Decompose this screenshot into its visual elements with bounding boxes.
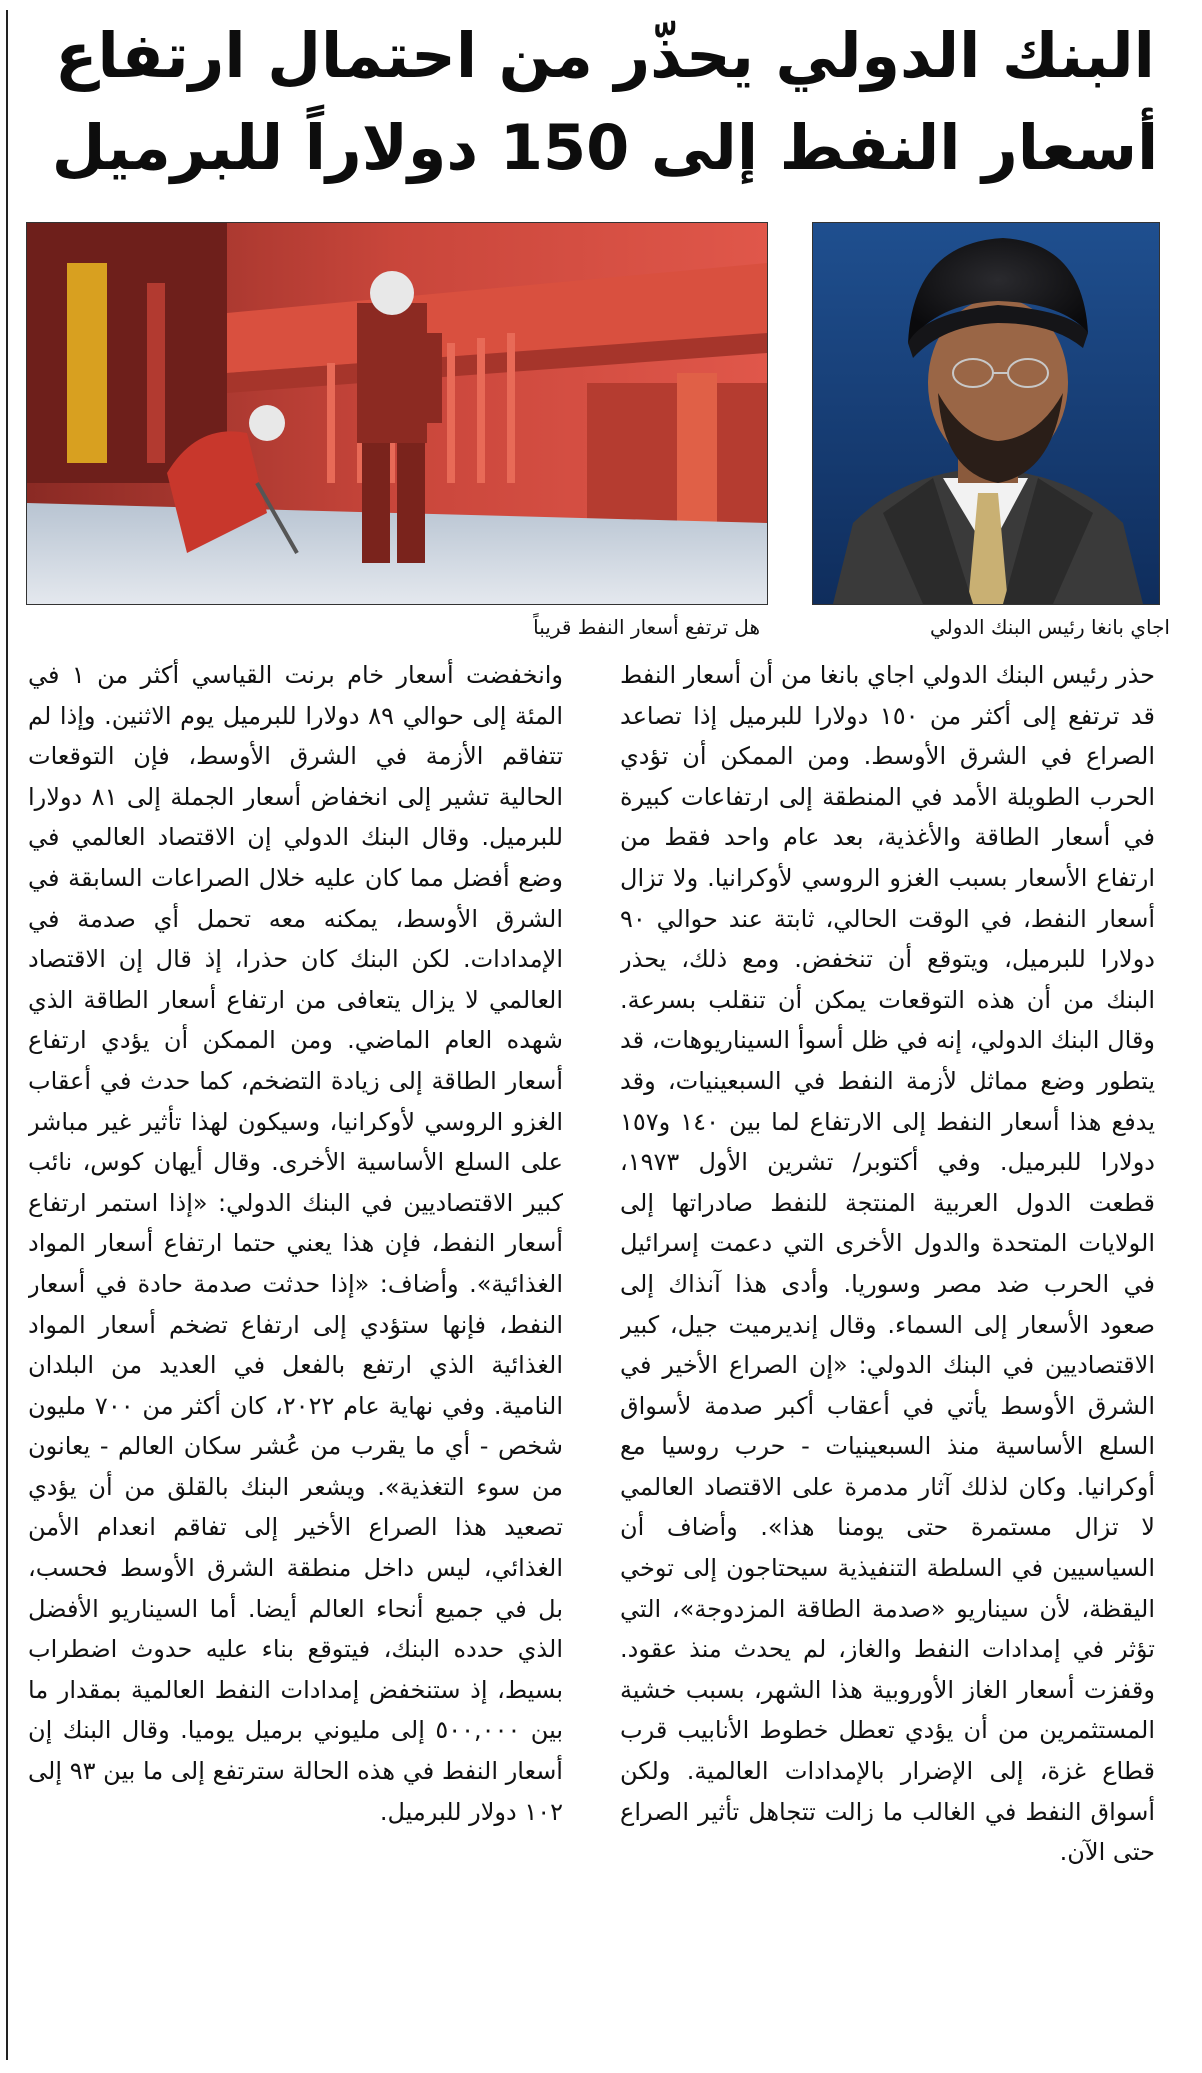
portrait-caption: اجاي بانغا رئيس البنك الدولي bbox=[930, 615, 1170, 639]
article-column-right bbox=[620, 655, 1155, 2060]
headline-line-2: أسعار النفط إلى 150 دولاراً للبرميل bbox=[51, 111, 1159, 184]
column-right-text: حذر رئيس البنك الدولي اجاي بانغا من أن أسعار النفط قد ترتفع إلى أكثر من ١٥٠ دولارا للبرميل إذا تصاعد الصراع في الشرق الأوسط. ومن الممكن أن تؤدي الحرب الطويلة الأمد في المنطقة إلى ارتفاعات كبيرة في أسعار الطاقة والأغذية، بعد عام واحد فقط من ارتفاع الأسعار بسبب الغزو الروسي لأوكرانيا. ولا تزال أسعار النفط، في الوقت الحالي، ثابتة عند حوالي ٩٠ دولارا للبرميل، ويتوقع أن تنخفض. ومع ذلك، يحذر البنك من أن هذه التوقعات يمكن أن تنقلب بسرعة. وقال البنك الدولي، إنه في ظل أسوأ السيناريوهات، قد يتطور وضع مماثل لأزمة النفط في السبعينيات، وقد يدفع هذا أسعار النفط إلى الارتفاع لما بين ١٤٠ و١٥٧ دولارا للبرميل. وفي أكتوبر/ تشرين الأول ١٩٧٣، قطعت الدول العربية المنتجة للنفط صادراتها إلى الولايات المتحدة والدول الأخرى التي دعمت إسرائيل في الحرب ضد مصر وسوريا. وأدى هذا آنذاك إلى صعود الأسعار إلى السماء. وقال إنديرميت جيل، كبير الاقتصاديين في البنك الدولي: «إن الصراع الأخير في الشرق الأوسط يأتي في أعقاب أكبر صدمة لأسواق السلع الأساسية منذ السبعينيات - حرب روسيا مع أوكرانيا. وكان لذلك آثار مدمرة على الاقتصاد العالمي لا تزال مستمرة حتى يومنا هذا». وأضاف أن السياسيين في السلطة التنفيذية سيحتاجون إلى توخي اليقظة، لأن سيناريو «صدمة الطاقة المزدوجة»، التي تؤثر في إمدادات النفط والغاز، لم يحدث منذ عقود. وقفزت أسعار الغاز الأوروبية هذا الشهر، بسبب خشية المستثمرين من أن يؤدي تعطل خطوط الأنابيب قرب قطاع غزة، إلى الإضرار بالإمدادات العالمية. ولكن أسواق النفط في الغالب ما زالت تتجاهل تأثير الصراع حتى الآن. bbox=[620, 661, 1155, 1867]
headline-line-1: البنك الدولي يحذّر من احتمال ارتفاع bbox=[55, 19, 1155, 92]
article-column-left bbox=[28, 655, 563, 2060]
column-rule bbox=[6, 10, 8, 2060]
workers-photo-caption: هل ترتفع أسعار النفط قريباً bbox=[533, 615, 760, 639]
portrait-photo bbox=[812, 222, 1160, 605]
oil-workers-photo bbox=[26, 222, 768, 605]
column-left-text: وانخفضت أسعار خام برنت القياسي أكثر من ١ في المئة إلى حوالي ٨٩ دولارا للبرميل يوم الاثنين. وإذا لم تتفاقم الأزمة في الشرق الأوسط، فإن التوقعات الحالية تشير إلى انخفاض أسعار الجملة إلى ٨١ دولارا للبرميل. وقال البنك الدولي إن الاقتصاد العالمي في وضع أفضل مما كان عليه خلال الصراعات السابقة في الشرق الأوسط، يمكنه معه تحمل أي صدمة في الإمدادات. لكن البنك كان حذرا، إذ قال إن الاقتصاد العالمي لا يزال يتعافى من ارتفاع أسعار الطاقة الذي شهده العام الماضي. ومن الممكن أن يؤدي ارتفاع أسعار الطاقة إلى زيادة التضخم، كما حدث في أعقاب الغزو الروسي لأوكرانيا، وسيكون لهذا تأثير غير مباشر على السلع الأساسية الأخرى. وقال أيهان كوس، نائب كبير الاقتصاديين في البنك الدولي: «إذا استمر ارتفاع أسعار النفط، فإن هذا يعني حتما ارتفاع أسعار المواد الغذائية». وأضاف: «إذا حدثت صدمة حادة في أسعار النفط، فإنها ستؤدي إلى ارتفاع تضخم أسعار المواد الغذائية الذي ارتفع بالفعل في العديد من البلدان النامية. وفي نهاية عام ٢٠٢٢، كان أكثر من ٧٠٠ مليون شخص - أي ما يقرب من عُشر سكان العالم - يعانون من سوء التغذية». ويشعر البنك بالقلق من أن يؤدي تصعيد هذا الصراع الأخير إلى تفاقم انعدام الأمن الغذائي، ليس داخل منطقة الشرق الأوسط فحسب، بل في جميع أنحاء العالم أيضا. أما السيناريو الأفضل الذي حدده البنك، فيتوقع بناء عليه حدوث اضطراب بسيط، إذ ستنخفض إمدادات النفط العالمية بمقدار ما بين ٥٠٠,٠٠٠ إلى مليوني برميل يوميا. وقال البنك إن أسعار النفط في هذه الحالة سترتفع إلى ما بين ٩٣ إلى ١٠٢ دولار للبرميل. bbox=[28, 661, 563, 1826]
headline bbox=[20, 10, 1190, 210]
